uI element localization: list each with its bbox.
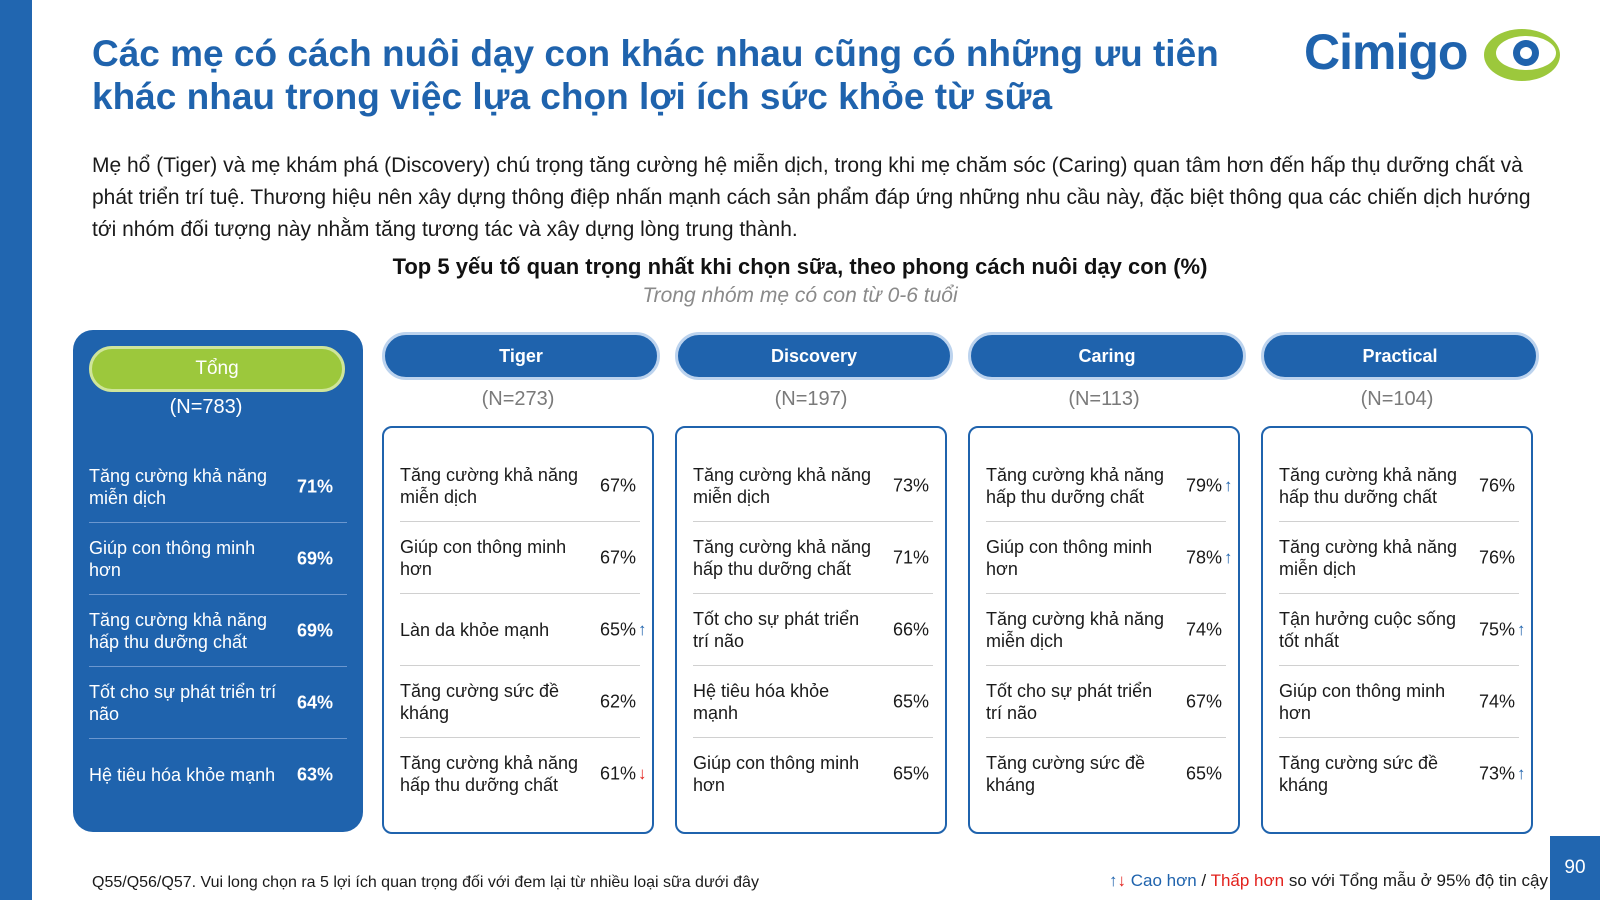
row-label: Tốt cho sự phát triển trí não: [89, 681, 277, 724]
row-value: 78%: [1186, 547, 1223, 567]
group-row: [400, 522, 640, 594]
intro-paragraph: Mẹ hổ (Tiger) và mẹ khám phá (Discovery) chú trọng tăng cường hệ miễn dịch, trong khi mẹ chăm sóc (Caring) quan tâm hơn đến hấp thụ dưỡng chất và phát triển trí tuệ. Thương hiệu nên xây dựng thông điệp nhấn mạnh cách sản phẩm đáp ứng những nhu cầu này, đặc biệt thông qua các chiến dịch hướng tới nhóm đối tượng này nhằm tăng tương tác và xây dựng lòng trung thành.: [92, 154, 1531, 241]
group-row: [986, 666, 1226, 738]
row-label: Tăng cường khả năng miễn dịch: [1279, 536, 1457, 579]
up-arrow-icon: ↑: [1517, 763, 1526, 783]
group-row: [986, 450, 1233, 522]
row-value: 61%: [600, 763, 637, 783]
row-label: Làn da khỏe mạnh: [400, 619, 550, 640]
row-label: Hệ tiêu hóa khỏe mạnh: [693, 680, 830, 723]
row-value: 71%: [297, 476, 334, 496]
legend-lower: Thấp hơn: [1210, 871, 1285, 890]
row-label: Tốt cho sự phát triển trí não: [693, 608, 860, 651]
up-arrow-icon: ↑: [638, 619, 647, 639]
group-row: [693, 450, 933, 522]
total-row: [89, 595, 347, 667]
row-label: Giúp con thông minh hơn: [89, 537, 256, 580]
group-sample-size: (N=273): [481, 388, 555, 410]
left-accent-bar: [0, 0, 32, 900]
chart-title: Top 5 yếu tố quan trọng nhất khi chọn sữa, theo phong cách nuôi dạy con (%): [392, 254, 1208, 279]
up-arrow-icon: ↑: [1224, 475, 1233, 495]
eye-logo-icon: [1482, 26, 1562, 84]
row-value: 73%: [893, 475, 930, 495]
row-label: Tăng cường sức đề kháng: [1279, 752, 1438, 795]
group-sample-size: (N=113): [1068, 388, 1140, 410]
row-value: 75%: [1479, 619, 1516, 639]
group-sample-size: (N=104): [1360, 388, 1434, 410]
group-box: [1261, 426, 1533, 834]
legend-separator: /: [1196, 871, 1211, 890]
group-label-pill: Caring: [968, 332, 1246, 380]
row-label: Tăng cường sức đề kháng: [986, 752, 1145, 795]
total-row: [89, 451, 347, 523]
group-row: [1279, 450, 1519, 522]
total-row: [89, 739, 347, 810]
up-arrow-icon: ↑: [1224, 547, 1233, 567]
total-row: [89, 667, 347, 739]
down-arrow-icon: ↓: [638, 763, 647, 783]
row-value: 63%: [297, 764, 334, 784]
row-value: 65%: [600, 619, 637, 639]
row-label: Tăng cường sức đề kháng: [400, 680, 559, 723]
cimigo-logo: [1304, 22, 1564, 88]
row-value: 74%: [1186, 619, 1223, 639]
group-label-pill: Tiger: [382, 332, 660, 380]
group-row: [693, 666, 933, 738]
row-value: 76%: [1479, 475, 1516, 495]
total-sample-size: (N=783): [169, 396, 243, 418]
group-row: [693, 594, 933, 666]
group-row: [400, 666, 640, 738]
row-value: 67%: [600, 475, 637, 495]
up-arrow-icon: ↑: [1517, 619, 1526, 639]
total-label-pill: Tổng: [89, 346, 345, 392]
row-value: 73%: [1479, 763, 1516, 783]
group-rows: [1279, 450, 1526, 809]
legend-higher: Cao hơn: [1130, 871, 1197, 890]
row-value: 67%: [1186, 691, 1223, 711]
row-label: Tăng cường khả năng hấp thu dưỡng chất: [693, 536, 871, 579]
row-label: Tăng cường khả năng miễn dịch: [400, 464, 578, 507]
group-box: [382, 426, 654, 834]
down-arrow-icon: ↓: [1117, 871, 1126, 890]
group-row: [400, 594, 647, 666]
row-value: 64%: [297, 692, 334, 712]
row-value: 69%: [297, 620, 334, 640]
total-rows: [89, 451, 347, 810]
row-label: Tăng cường khả năng hấp thu dưỡng chất: [89, 609, 267, 652]
row-value: 65%: [1186, 763, 1223, 783]
row-value: 66%: [893, 619, 930, 639]
row-value: 74%: [1479, 691, 1516, 711]
page-number: 90: [1550, 836, 1600, 900]
group-row: [986, 522, 1233, 594]
row-label: Tăng cường khả năng miễn dịch: [986, 608, 1164, 651]
group-row: [693, 738, 933, 809]
logo-wordmark: Cimigo: [1304, 24, 1468, 80]
group-rows: [986, 450, 1233, 809]
group-label-pill: Practical: [1261, 332, 1539, 380]
group-row: [986, 594, 1226, 666]
row-value: 62%: [600, 691, 637, 711]
group-rows: [400, 450, 647, 809]
page-title: Các mẹ có cách nuôi dạy con khác nhau cũng có những ưu tiên khác nhau trong việc lựa chọn lợi ích sức khỏe từ sữa: [92, 33, 1219, 117]
row-label: Tăng cường khả năng hấp thu dưỡng chất: [1279, 464, 1457, 507]
row-label: Tăng cường khả năng miễn dịch: [89, 465, 267, 508]
row-value: 69%: [297, 548, 334, 568]
row-value: 67%: [600, 547, 637, 567]
group-box: [968, 426, 1240, 834]
group-row: [1279, 594, 1526, 666]
question-footnote: Q55/Q56/Q57. Vui long chọn ra 5 lợi ích quan trọng đối với đem lại từ nhiều loại sữa dưới đây: [92, 874, 759, 891]
row-label: Tăng cường khả năng hấp thu dưỡng chất: [986, 464, 1164, 507]
up-arrow-icon: ↑: [1109, 871, 1118, 890]
group-row: [400, 738, 647, 809]
group-row: [1279, 738, 1526, 809]
legend-suffix: so với Tổng mẫu ở 95% độ tin cậy: [1284, 871, 1548, 890]
group-rows: [693, 450, 933, 809]
row-label: Tăng cường khả năng miễn dịch: [693, 464, 871, 507]
chart-subtitle: Trong nhóm mẹ có con từ 0-6 tuổi: [642, 284, 958, 307]
row-value: 79%: [1186, 475, 1223, 495]
total-row: [89, 523, 347, 595]
row-value: 65%: [893, 691, 930, 711]
row-label: Tận hưởng cuộc sống tốt nhất: [1279, 608, 1456, 651]
row-value: 65%: [893, 763, 930, 783]
row-value: 76%: [1479, 547, 1516, 567]
group-row: [400, 450, 640, 522]
group-row: [986, 738, 1226, 809]
row-value: 71%: [893, 547, 930, 567]
group-row: [1279, 666, 1519, 738]
significance-legend: [1109, 871, 1548, 891]
group-row: [693, 522, 933, 594]
group-label-pill: Discovery: [675, 332, 953, 380]
group-row: [1279, 522, 1519, 594]
row-label: Tăng cường khả năng hấp thu dưỡng chất: [400, 752, 578, 795]
row-label: Giúp con thông minh hơn: [986, 536, 1153, 579]
group-box: [675, 426, 947, 834]
total-panel: [73, 330, 363, 832]
row-label: Hệ tiêu hóa khỏe mạnh: [89, 764, 276, 785]
row-label: Giúp con thông minh hơn: [693, 752, 860, 795]
row-label: Giúp con thông minh hơn: [400, 536, 567, 579]
group-sample-size: (N=197): [774, 388, 848, 410]
row-label: Tốt cho sự phát triển trí não: [986, 680, 1153, 723]
row-label: Giúp con thông minh hơn: [1279, 680, 1446, 723]
